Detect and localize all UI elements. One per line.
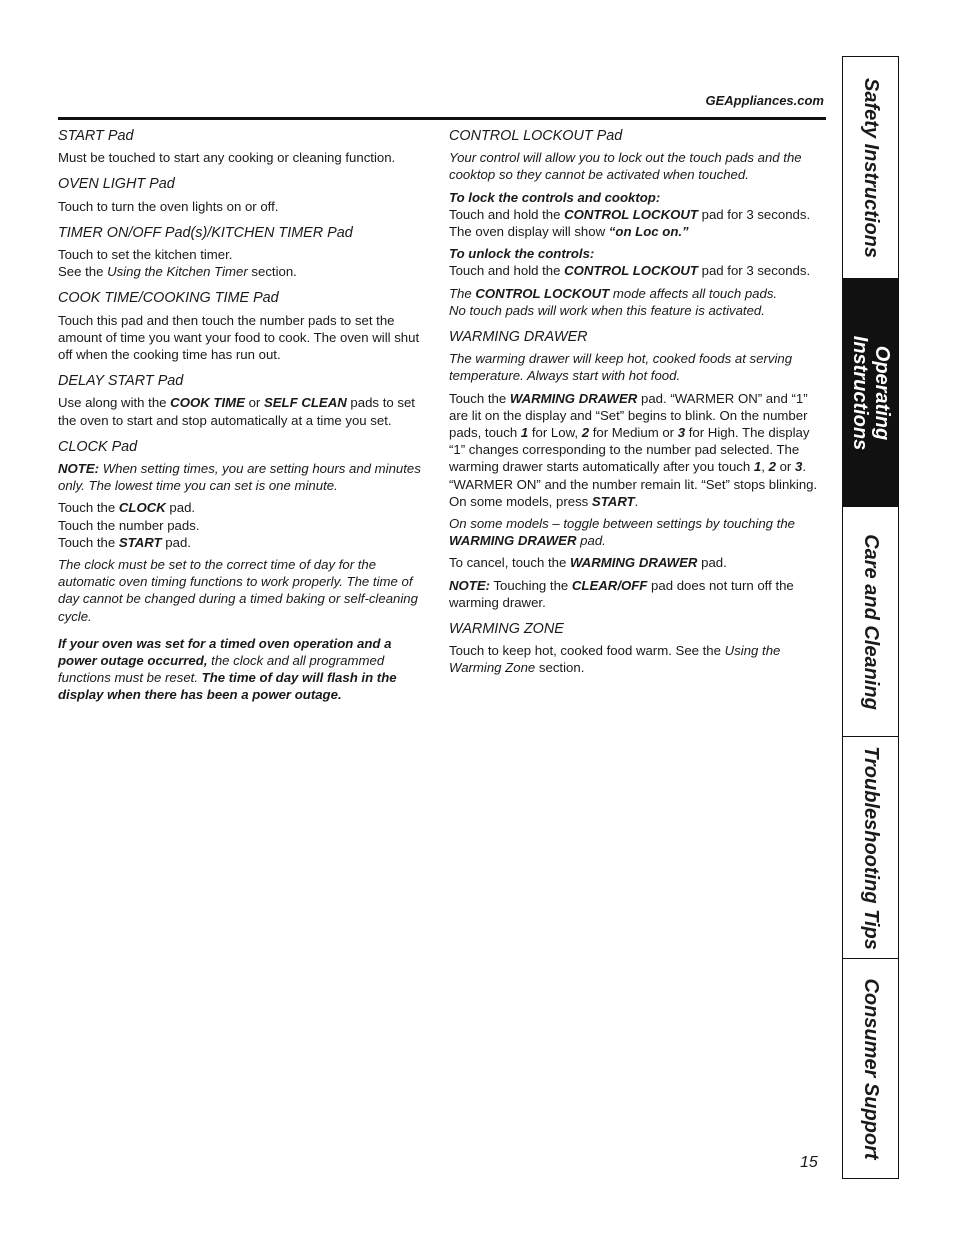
lnote-b: CONTROL LOCKOUT <box>475 285 610 301</box>
oven-light-text: Touch to turn the oven lights on or off. <box>58 198 279 214</box>
lockout-intro: Your control will allow you to lock out the touch pads and the cooktop so they cannot be activated when touched. <box>449 150 802 183</box>
unlock-a: Touch and hold the <box>449 263 565 279</box>
site-url: GEAppliances.com <box>705 93 824 108</box>
tab-consumer-support[interactable] <box>843 959 898 1178</box>
wd-g: 1 <box>753 459 762 475</box>
clock-steps <box>58 499 430 551</box>
outage-dot: . <box>194 670 202 686</box>
delay-start-text <box>58 394 430 428</box>
wz-b: Using the Warming Zone <box>449 643 781 676</box>
toggle-c: pad. <box>576 533 606 549</box>
header-rule <box>58 117 826 120</box>
wd-k: 3 <box>794 459 803 475</box>
tab-care-label: Care and Cleaning <box>859 533 882 710</box>
wd-h: , <box>761 459 769 475</box>
wd-c: pad. “WARMER ON” and “1” are lit on the display and “Set” begins to blink. On the number pads, touch <box>449 390 808 441</box>
wd-f: for High. The display “1” changes corresponding to the number pad selected. The warming drawer starts automatically after you touch <box>449 425 810 475</box>
unlock-head: To unlock the controls: <box>449 246 595 262</box>
timer-heading: TIMER ON/OFF Pad(s)/KITCHEN TIMER Pad <box>58 224 353 241</box>
wd-e: for Medium or <box>589 425 678 441</box>
tab-consumer-label: Consumer Support <box>859 977 882 1160</box>
warming-drawer-intro: The warming drawer will keep hot, cooked foods at serving temperature. Always start with hot food. <box>449 351 793 384</box>
wz-a: Touch to keep hot, cooked food warm. See the <box>449 643 725 659</box>
wd-n2: 2 <box>581 425 590 441</box>
clock-note <box>58 460 430 494</box>
wdnote-b: Touching the <box>490 577 572 593</box>
wd-n1: 1 <box>520 425 529 441</box>
clock-heading: CLOCK Pad <box>58 438 138 455</box>
timer-section: section. <box>247 264 297 280</box>
outage-i: the clock and all programmed functions must be reset <box>58 653 385 686</box>
clock-para: The clock must be set to the correct time of day for the automatic oven timing functions to work properly. The time of day cannot be changed during a timed baking or self-cleaning cycle. <box>58 557 418 624</box>
delay-cook-time: COOK TIME <box>170 395 245 411</box>
tab-operating-instructions[interactable] <box>843 279 898 507</box>
warming-drawer-note <box>449 577 825 611</box>
toggle-b: WARMING DRAWER <box>449 533 577 549</box>
delay-d: pads to set the oven to start and stop automatically at a time you set. <box>58 395 415 428</box>
timer-ref: Using the Kitchen Timer <box>107 264 248 280</box>
timer-text <box>58 246 430 280</box>
warming-zone-text <box>449 642 825 676</box>
start-pad-text: Must be touched to start any cooking or cleaning function. <box>58 150 396 166</box>
clock-note-label: NOTE: <box>58 461 100 477</box>
clock-s3b: START <box>118 534 162 550</box>
wd-i: 2 <box>768 459 776 475</box>
wd-d: for Low, <box>528 425 582 441</box>
warming-drawer-heading: WARMING DRAWER <box>449 329 588 346</box>
outage-b1: If your oven was set for a timed oven operation and a power outage occurred, <box>58 635 392 669</box>
wd-j: or <box>775 459 795 475</box>
clock-s1b: CLOCK <box>118 500 166 516</box>
timer-line1: Touch to set the kitchen timer. <box>58 247 233 263</box>
page-number: 15 <box>800 1154 818 1171</box>
tab-care-and-cleaning[interactable] <box>843 507 898 737</box>
clock-s3c: pad. <box>161 534 191 550</box>
tab-troubleshooting-tips[interactable] <box>843 737 898 959</box>
warming-drawer-cancel <box>449 554 825 571</box>
delay-or: or <box>244 395 264 411</box>
cook-time-text: Touch this pad and then touch the number pads to set the amount of time you want your food to cook. The oven will shut off when the cooking time has run out. <box>58 312 420 363</box>
wz-c: section. <box>535 660 585 676</box>
lnote-a: The <box>449 285 476 301</box>
wd-l: . “WARMER ON” and the number remain lit. “Set” stops blinking. On some models, press <box>449 459 818 509</box>
delay-self-clean: SELF CLEAN <box>263 395 347 411</box>
lockout-heading: CONTROL LOCKOUT Pad <box>449 128 623 144</box>
oven-light-heading: OVEN LIGHT Pad <box>58 176 175 193</box>
lnote-d: No touch pads will work when this feature is activated. <box>449 302 765 318</box>
lock-d: “on Loc on.” <box>608 224 689 240</box>
wdnote-c: CLEAR/OFF <box>571 577 648 593</box>
clock-note-text: When setting times, you are setting hours and minutes only. The lowest time you can set is one minute. <box>58 461 421 494</box>
cancel-c: pad. <box>697 555 727 571</box>
right-column <box>449 128 825 682</box>
lock-head: To lock the controls and cooktop: <box>449 189 661 205</box>
lock-b: CONTROL LOCKOUT <box>564 206 698 222</box>
lockout-note <box>449 285 825 319</box>
wd-n: . <box>634 493 639 509</box>
power-outage-note <box>58 635 430 704</box>
section-tabs <box>842 56 899 1179</box>
clock-s2: Touch the number pads. <box>58 517 200 533</box>
cancel-a: To cancel, touch the <box>449 555 570 571</box>
lock-a: Touch and hold the <box>449 206 565 222</box>
toggle-a: On some models – toggle between settings by touching the <box>449 516 796 532</box>
clock-s1c: pad. <box>165 500 196 516</box>
wd-b: WARMING DRAWER <box>509 390 638 406</box>
lock-c: pad for 3 seconds. The oven display will show <box>449 206 811 240</box>
warming-drawer-toggle <box>449 515 825 549</box>
unlock-c: pad for 3 seconds. <box>697 263 811 279</box>
warming-drawer-steps <box>449 390 825 510</box>
wdnote-d: pad does not turn off the warming drawer. <box>449 577 794 610</box>
clock-s3a: Touch the <box>58 534 119 550</box>
wd-m: START <box>591 493 635 509</box>
wdnote-a: NOTE: <box>449 577 491 593</box>
delay-start-heading: DELAY START Pad <box>58 373 184 390</box>
outage-b2: The time of day will flash in the display when there has been a power outage. <box>58 670 397 703</box>
lockout-lock <box>449 189 825 241</box>
start-pad-heading: START Pad <box>58 128 134 144</box>
timer-see: See the <box>58 264 108 280</box>
tab-troubleshooting-label: Troubleshooting Tips <box>859 745 882 950</box>
tab-operating-label <box>849 335 893 449</box>
cancel-b: WARMING DRAWER <box>569 555 698 571</box>
clock-s1a: Touch the <box>58 500 119 516</box>
cook-time-heading: COOK TIME/COOKING TIME Pad <box>58 290 279 307</box>
delay-a: Use along with the <box>58 395 171 411</box>
warming-zone-heading: WARMING ZONE <box>449 621 564 638</box>
unlock-b: CONTROL LOCKOUT <box>564 263 698 279</box>
tab-operating-line2: Instructions <box>848 335 871 450</box>
tab-safety-label: Safety Instructions <box>859 77 882 258</box>
lockout-unlock <box>449 245 825 279</box>
tab-operating-line1: Operating <box>870 345 893 440</box>
wd-n3: 3 <box>677 425 686 441</box>
left-column <box>58 128 430 709</box>
lnote-c: mode affects all touch pads. <box>609 285 778 301</box>
tab-safety-instructions[interactable] <box>843 57 898 279</box>
wd-a: Touch the <box>449 390 510 406</box>
